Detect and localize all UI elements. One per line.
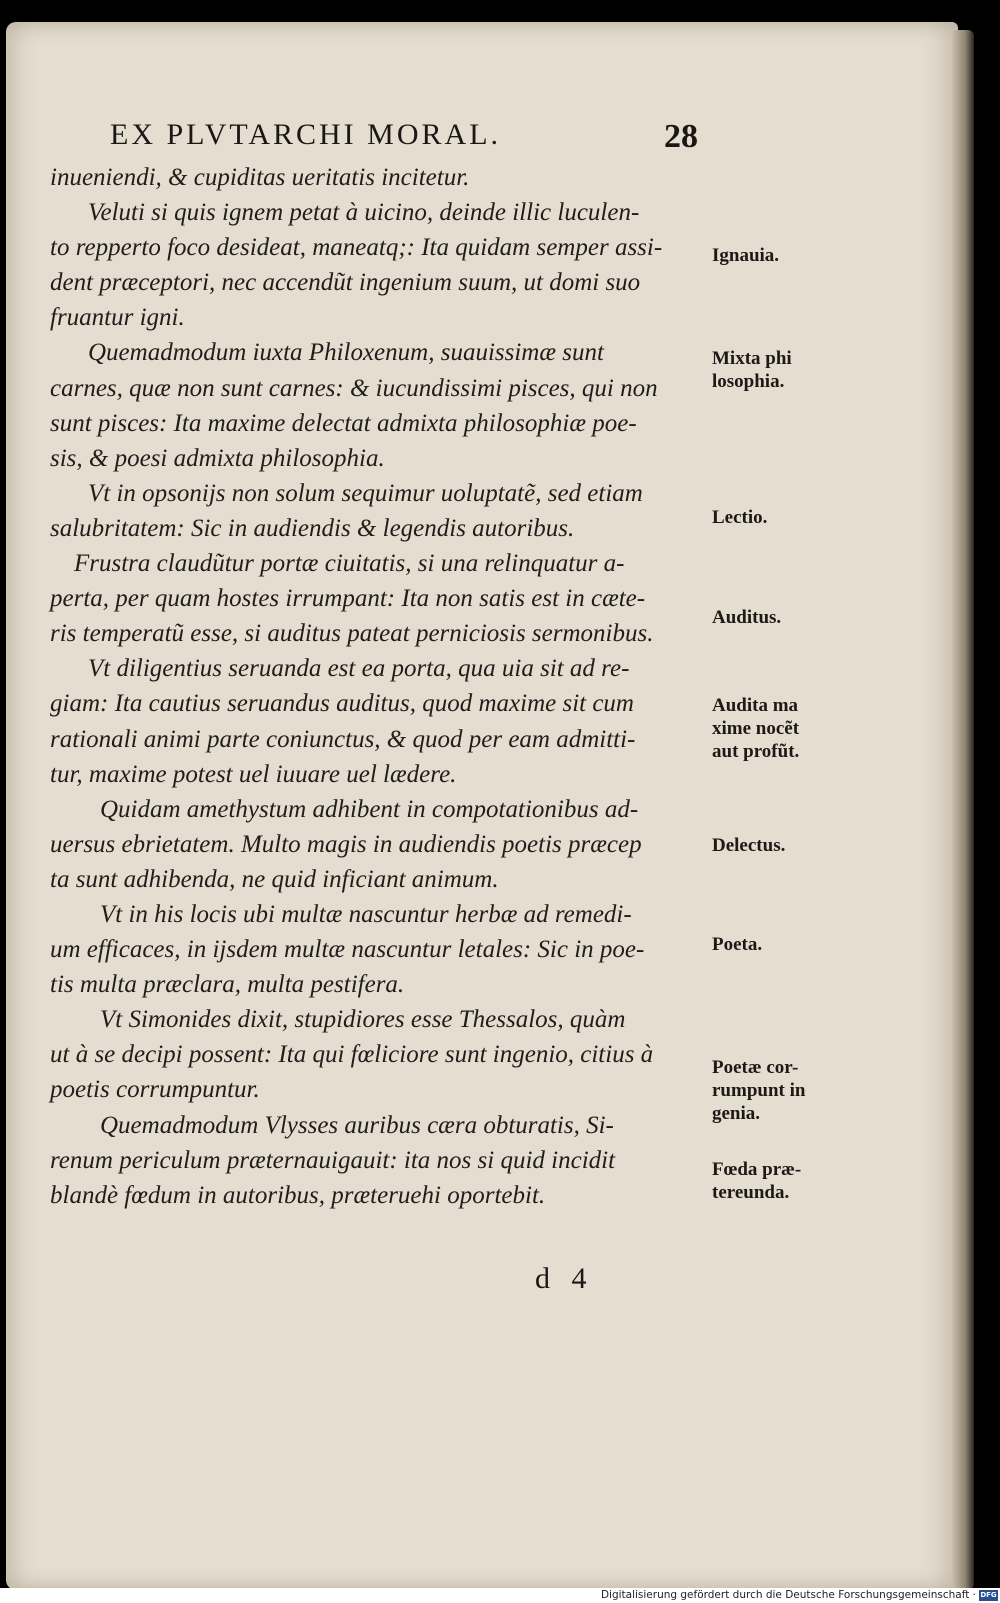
dfg-logo-icon: DFG bbox=[980, 1591, 997, 1599]
marginal-note bbox=[712, 1158, 842, 1204]
note-line: Auditus. bbox=[712, 607, 782, 628]
text-line: salubritatem: Sic in audiendis & legendis autoribus. bbox=[50, 514, 575, 542]
page-edge bbox=[952, 30, 974, 1590]
text-line: Vt Simonides dixit, stupidiores esse Thessalos, quàm bbox=[100, 1006, 626, 1034]
text-line: fruantur igni. bbox=[50, 304, 185, 332]
text-line: ut à se decipi possent: Ita qui fœliciore sunt ingenio, citius à bbox=[50, 1041, 654, 1069]
folio-number: 28 bbox=[664, 118, 698, 155]
text-line: dent præceptori, nec accendũt ingenium suum, ut domi suo bbox=[50, 269, 641, 297]
note-line: aut profũt. bbox=[712, 741, 800, 762]
note-line: Poeta. bbox=[712, 934, 763, 955]
note-line: Delectus. bbox=[712, 835, 786, 856]
footer-credit: Digitalisierung gefördert durch die Deutsche Forschungsgemeinschaft · bbox=[600, 1589, 976, 1601]
text-line: sunt pisces: Ita maxime delectat admixta philosophiæ poe- bbox=[50, 409, 637, 437]
text-line: Vt in opsonijs non solum sequimur uoluptatẽ, sed etiam bbox=[88, 479, 643, 507]
main-text-block bbox=[50, 160, 700, 1213]
text-line: rationali animi parte coniunctus, & quod per eam admitti- bbox=[50, 725, 636, 753]
running-title: EX PLVTARCHI MORAL. bbox=[110, 118, 502, 151]
text-line: ris temperatũ esse, si auditus pateat perniciosis sermonibus. bbox=[50, 620, 654, 648]
note-line: xime nocẽt bbox=[712, 718, 800, 739]
text-line: Quemadmodum Vlysses auribus cæra obturatis, Si- bbox=[100, 1111, 614, 1139]
marginal-note bbox=[712, 506, 842, 529]
marginal-note bbox=[712, 244, 842, 267]
note-line: Poetæ cor- bbox=[712, 1057, 799, 1078]
text-line: inueniendi, & cupiditas ueritatis incitetur. bbox=[50, 164, 470, 191]
text-line: to repperto foco desideat, maneatq;: Ita quidam semper assi- bbox=[50, 234, 663, 262]
marginal-note bbox=[712, 834, 842, 857]
marginal-note bbox=[712, 694, 842, 763]
marginal-note bbox=[712, 606, 842, 629]
note-line: Audita ma bbox=[712, 695, 799, 716]
text-line: tis multa præclara, multa pestifera. bbox=[50, 971, 405, 999]
text-line: sis, & poesi admixta philosophia. bbox=[50, 444, 385, 472]
text-line: ta sunt adhibenda, ne quid inficiant animum. bbox=[50, 865, 499, 893]
text-line: um efficaces, in ijsdem multæ nascuntur letales: Sic in poe- bbox=[50, 936, 645, 964]
text-line: Vt in his locis ubi multæ nascuntur herbæ ad remedi- bbox=[100, 900, 632, 928]
text-line: Veluti si quis ignem petat à uicino, deinde illic luculen- bbox=[88, 199, 640, 227]
note-line: Ignauia. bbox=[712, 245, 780, 266]
text-line: blandè fœdum in autoribus, præteruehi oportebit. bbox=[50, 1181, 546, 1209]
text-line: poetis corrumpuntur. bbox=[50, 1076, 260, 1104]
note-line: tereunda. bbox=[712, 1182, 790, 1203]
text-line: Quemadmodum iuxta Philoxenum, suauissimæ sunt bbox=[88, 339, 604, 367]
text-line: Frustra claudũtur portæ ciuitatis, si una relinquatur a- bbox=[74, 550, 625, 578]
note-line: rumpunt in bbox=[712, 1080, 806, 1101]
text-line: Quidam amethystum adhibent in compotationibus ad- bbox=[100, 795, 639, 823]
note-line: losophia. bbox=[712, 371, 785, 392]
text-line: Vt diligentius seruanda est ea porta, qua uia sit ad re- bbox=[88, 655, 630, 683]
text-line: giam: Ita cautius seruandus auditus, quod maxime sit cum bbox=[50, 690, 634, 718]
note-line: Lectio. bbox=[712, 507, 768, 528]
text-line: tur, maxime potest uel iuuare uel lædere. bbox=[50, 760, 457, 788]
signature-mark: d 4 bbox=[535, 1262, 587, 1295]
text-line: uersus ebrietatem. Multo magis in audiendis poetis præcep bbox=[50, 830, 642, 858]
marginal-note bbox=[712, 933, 842, 956]
note-line: Fœda præ- bbox=[712, 1159, 802, 1180]
footer-bar bbox=[0, 1588, 1000, 1603]
note-line: genia. bbox=[712, 1103, 761, 1124]
text-line: renum periculum præternauigauit: ita nos si quid incidit bbox=[50, 1146, 616, 1174]
marginal-note bbox=[712, 347, 842, 393]
text-line: carnes, quæ non sunt carnes: & iucundissimi pisces, qui non bbox=[50, 374, 658, 402]
text-line: perta, per quam hostes irrumpant: Ita non satis est in cæte- bbox=[50, 585, 646, 613]
marginal-note bbox=[712, 1056, 842, 1125]
note-line: Mixta phi bbox=[712, 348, 792, 369]
